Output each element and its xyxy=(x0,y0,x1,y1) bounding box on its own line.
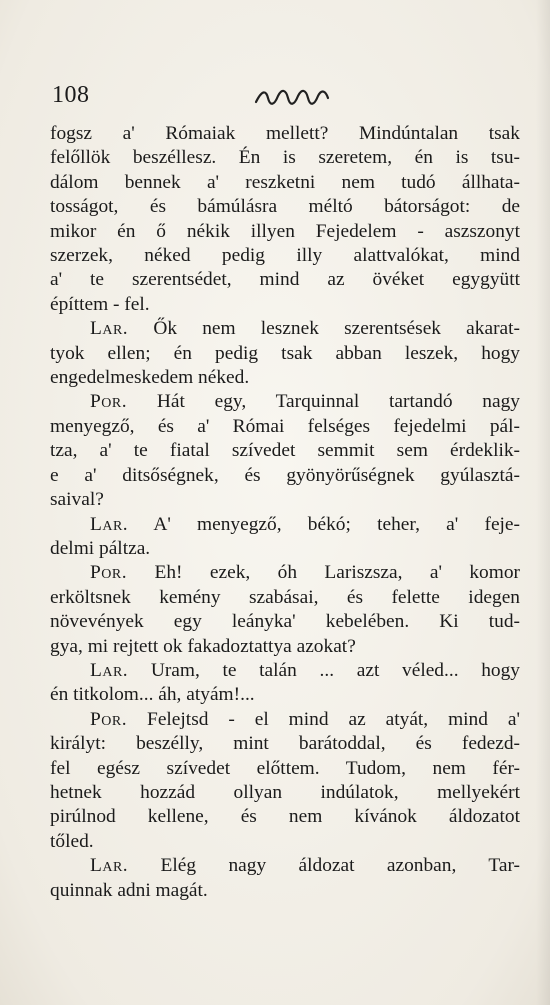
speaker-label: Lar. xyxy=(90,855,129,877)
text-line: fogsz a' Rómaiak mellett? Mindúntalan tsak xyxy=(50,123,520,144)
text-line: engedelmeskedem néked. xyxy=(50,367,250,389)
text-segment: Felejtsd - el mind az atyát, mind a' xyxy=(147,708,520,730)
text-line: erköltsnek kemény szabásai, és felette idegen xyxy=(50,586,520,608)
speaker-label: Por. xyxy=(90,708,128,730)
text-line: quinnak adni magát. xyxy=(50,879,208,901)
page-header xyxy=(52,82,512,118)
speaker-label: Lar. xyxy=(90,659,129,681)
dialogue-line xyxy=(50,390,520,414)
dialogue-line xyxy=(50,561,520,585)
dialogue-line xyxy=(50,513,520,537)
text-line: delmi páltza. xyxy=(50,537,151,559)
text-line: tosságot, és bámúlásra méltó bátorságot: de xyxy=(50,196,520,218)
text-segment: Eh! ezek, óh Lariszsza, a' komor xyxy=(154,562,520,584)
dialogue-line xyxy=(50,854,520,878)
page-edge-shadow xyxy=(536,0,550,1005)
text-line: menyegző, és a' Római felséges fejedelmi pál- xyxy=(50,415,520,437)
text-line: fel egész szívedet előttem. Tudom, nem fér- xyxy=(50,757,520,779)
text-line: tyok ellen; én pedig tsak abban leszek, hogy xyxy=(50,342,520,364)
text-segment: Elég nagy áldozat azonban, Tar- xyxy=(160,855,520,877)
text-line: a' te szerentsédet, mind az övéket egygyütt xyxy=(50,269,520,291)
text-line: e a' ditsőségnek, és gyönyörűségnek gyúlasztá- xyxy=(50,464,520,486)
body-text xyxy=(50,122,520,903)
text-line: pirúlnod kellene, és nem kívánok áldozatot xyxy=(50,806,520,828)
speaker-label: Por. xyxy=(90,562,128,584)
text-line: királyt: beszélly, mint barátoddal, és fedezd- xyxy=(50,733,520,755)
text-line: mikor én ő nékik illyen Fejedelem - aszszonyt xyxy=(50,220,520,242)
text-line: építtem - fel. xyxy=(50,293,150,315)
speaker-label: Por. xyxy=(90,391,128,413)
text-segment: A' menyegző, békó; teher, a' feje- xyxy=(153,513,520,535)
page-number: 108 xyxy=(52,82,90,108)
dialogue-line xyxy=(50,317,520,341)
text-segment: Hát egy, Tarquinnal tartandó nagy xyxy=(156,391,520,413)
text-line: felőllök beszéllesz. Én is szeretem, én is tsu- xyxy=(50,147,520,169)
text-line: dálom bennek a' reszketni nem tudó állhata- xyxy=(50,171,520,193)
text-line: hetnek hozzád ollyan indúlatok, mellyekért xyxy=(50,781,520,803)
speaker-label: Lar. xyxy=(90,513,129,535)
dialogue-line xyxy=(50,659,520,683)
speaker-label: Lar. xyxy=(90,318,129,340)
text-line: tőled. xyxy=(50,830,94,852)
text-line: növevények egy leányka' kebelében. Ki tud- xyxy=(50,611,520,633)
text-line: szerzek, néked pedig illy alattvalókat, mind xyxy=(50,245,520,267)
dialogue-line xyxy=(50,708,520,732)
text-line: én titkolom... áh, atyám!... xyxy=(50,684,255,706)
text-line: gya, mi rejtett ok fakadoztattya azokat? xyxy=(50,635,356,657)
ornament-icon xyxy=(252,86,332,108)
text-segment: Uram, te talán ... azt véled... hogy xyxy=(150,659,521,681)
text-segment: Ők nem lesznek szerentsések akarat- xyxy=(153,318,520,340)
text-line: saival? xyxy=(50,489,104,511)
text-line: tza, a' te fiatal szívedet semmit sem érdeklik- xyxy=(50,440,520,462)
